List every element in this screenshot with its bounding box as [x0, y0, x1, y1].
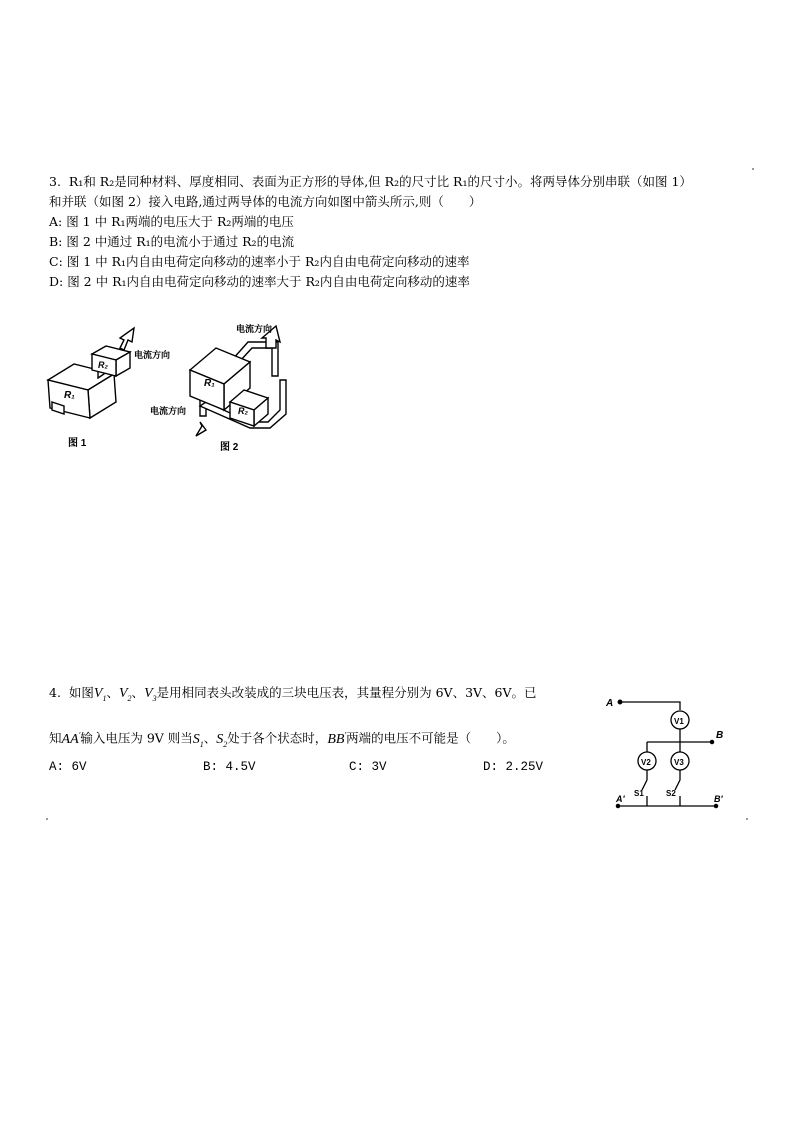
q4-number: 4. [49, 685, 61, 700]
v2-symbol: $V_2$ [118, 686, 132, 703]
q4-text: 两端的电压不可能是（ ）。 [346, 730, 515, 746]
q4-text: 是用相同表头改装成的三块电压表，其量程分别为 6V、3V、6V。已 [156, 685, 537, 700]
fig2-r2-label: R₂ [238, 406, 248, 416]
q3-option-b: B: 图 2 中通过 R₁的电流小于通过 R₂的电流 [49, 234, 295, 249]
v1-symbol: $V_1$ [93, 686, 107, 703]
q3-figure [40, 318, 300, 458]
q3-stem-text-1: R₁和 R₂是同种材料、厚度相同、表面为正方形的导体,但 R₂的尺寸比 R₁的尺寸小。将两导体分别串联（如图 1） [68, 174, 692, 189]
v3-symbol: $V_3$ [144, 686, 157, 703]
q4-text: 输入电压为 9V 则当 [80, 730, 193, 746]
scan-dot [746, 818, 748, 820]
q4-option-c: C: 3V [349, 760, 387, 774]
fig1-r2-label: R₂ [98, 360, 108, 370]
fig2-caption: 图 2 [220, 442, 239, 453]
scan-dot [46, 818, 48, 820]
fig2-current-label-top: 电流方向 [236, 324, 273, 334]
q3-option-a: A: 图 1 中 R₁两端的电压大于 R₂两端的电压 [49, 214, 294, 229]
q3-option-d: D: 图 2 中 R₁内自由电荷定向移动的速率大于 R₂内自由电荷定向移动的速率 [49, 274, 470, 289]
label-b: B [716, 730, 724, 741]
question-4 [49, 683, 537, 709]
terminal-b-prime [714, 804, 717, 807]
q3-option-c: C: 图 1 中 R₁内自由电荷定向移动的速率小于 R₂内自由电荷定向移动的速率 [49, 254, 470, 269]
q4-text: 如图 [68, 685, 94, 700]
fig1-caption: 图 1 [68, 438, 87, 449]
label-v1: V1 [674, 717, 684, 726]
q4-circuit [600, 690, 740, 820]
fig1-r1-label: R₁ [64, 390, 75, 401]
wire [620, 702, 680, 710]
aa-symbol: AA' [61, 730, 81, 747]
fig2-current-label-bottom: 电流方向 [150, 406, 187, 416]
question-4-line-2 [49, 725, 515, 754]
fig1-current-label: 电流方向 [134, 350, 171, 360]
label-v2: V2 [641, 758, 651, 767]
figure-1-series [48, 328, 134, 418]
s2-symbol: $S_2$ [216, 731, 228, 749]
q4-option-b: B: 4.5V [203, 760, 256, 774]
q4-option-d: D: 2.25V [483, 760, 544, 774]
label-a-prime: A' [616, 794, 625, 804]
q3-stem-line-1 [49, 172, 692, 192]
q3-stem-line-2: 和并联（如图 2）接入电路,通过两导体的电流方向如图中箭头所示,则（ ） [49, 194, 482, 209]
bb-symbol: BB' [327, 730, 347, 747]
label-v3: V3 [674, 758, 684, 767]
q4-stem-line-1 [49, 683, 537, 709]
fig2-r1-label: R₁ [204, 378, 215, 389]
separator: 、 [131, 685, 145, 700]
q4-text: 处于各个状态时， [227, 730, 328, 746]
label-s2: S2 [666, 789, 676, 798]
q4-stem-line-2 [49, 725, 515, 754]
separator: 、 [106, 685, 119, 700]
q4-option-a: A: 6V [49, 760, 87, 774]
separator: 、 [203, 730, 217, 746]
terminal-a-prime [616, 804, 619, 807]
question-3 [49, 172, 692, 292]
scan-dot [752, 168, 754, 170]
s1-symbol: $S_1$ [192, 731, 204, 749]
q3-number: 3. [49, 174, 61, 189]
terminal-b [710, 740, 713, 743]
q4-text: 知 [49, 730, 62, 746]
label-s1: S1 [634, 789, 644, 798]
label-a: A [606, 698, 614, 709]
label-b-prime: B' [714, 794, 723, 804]
